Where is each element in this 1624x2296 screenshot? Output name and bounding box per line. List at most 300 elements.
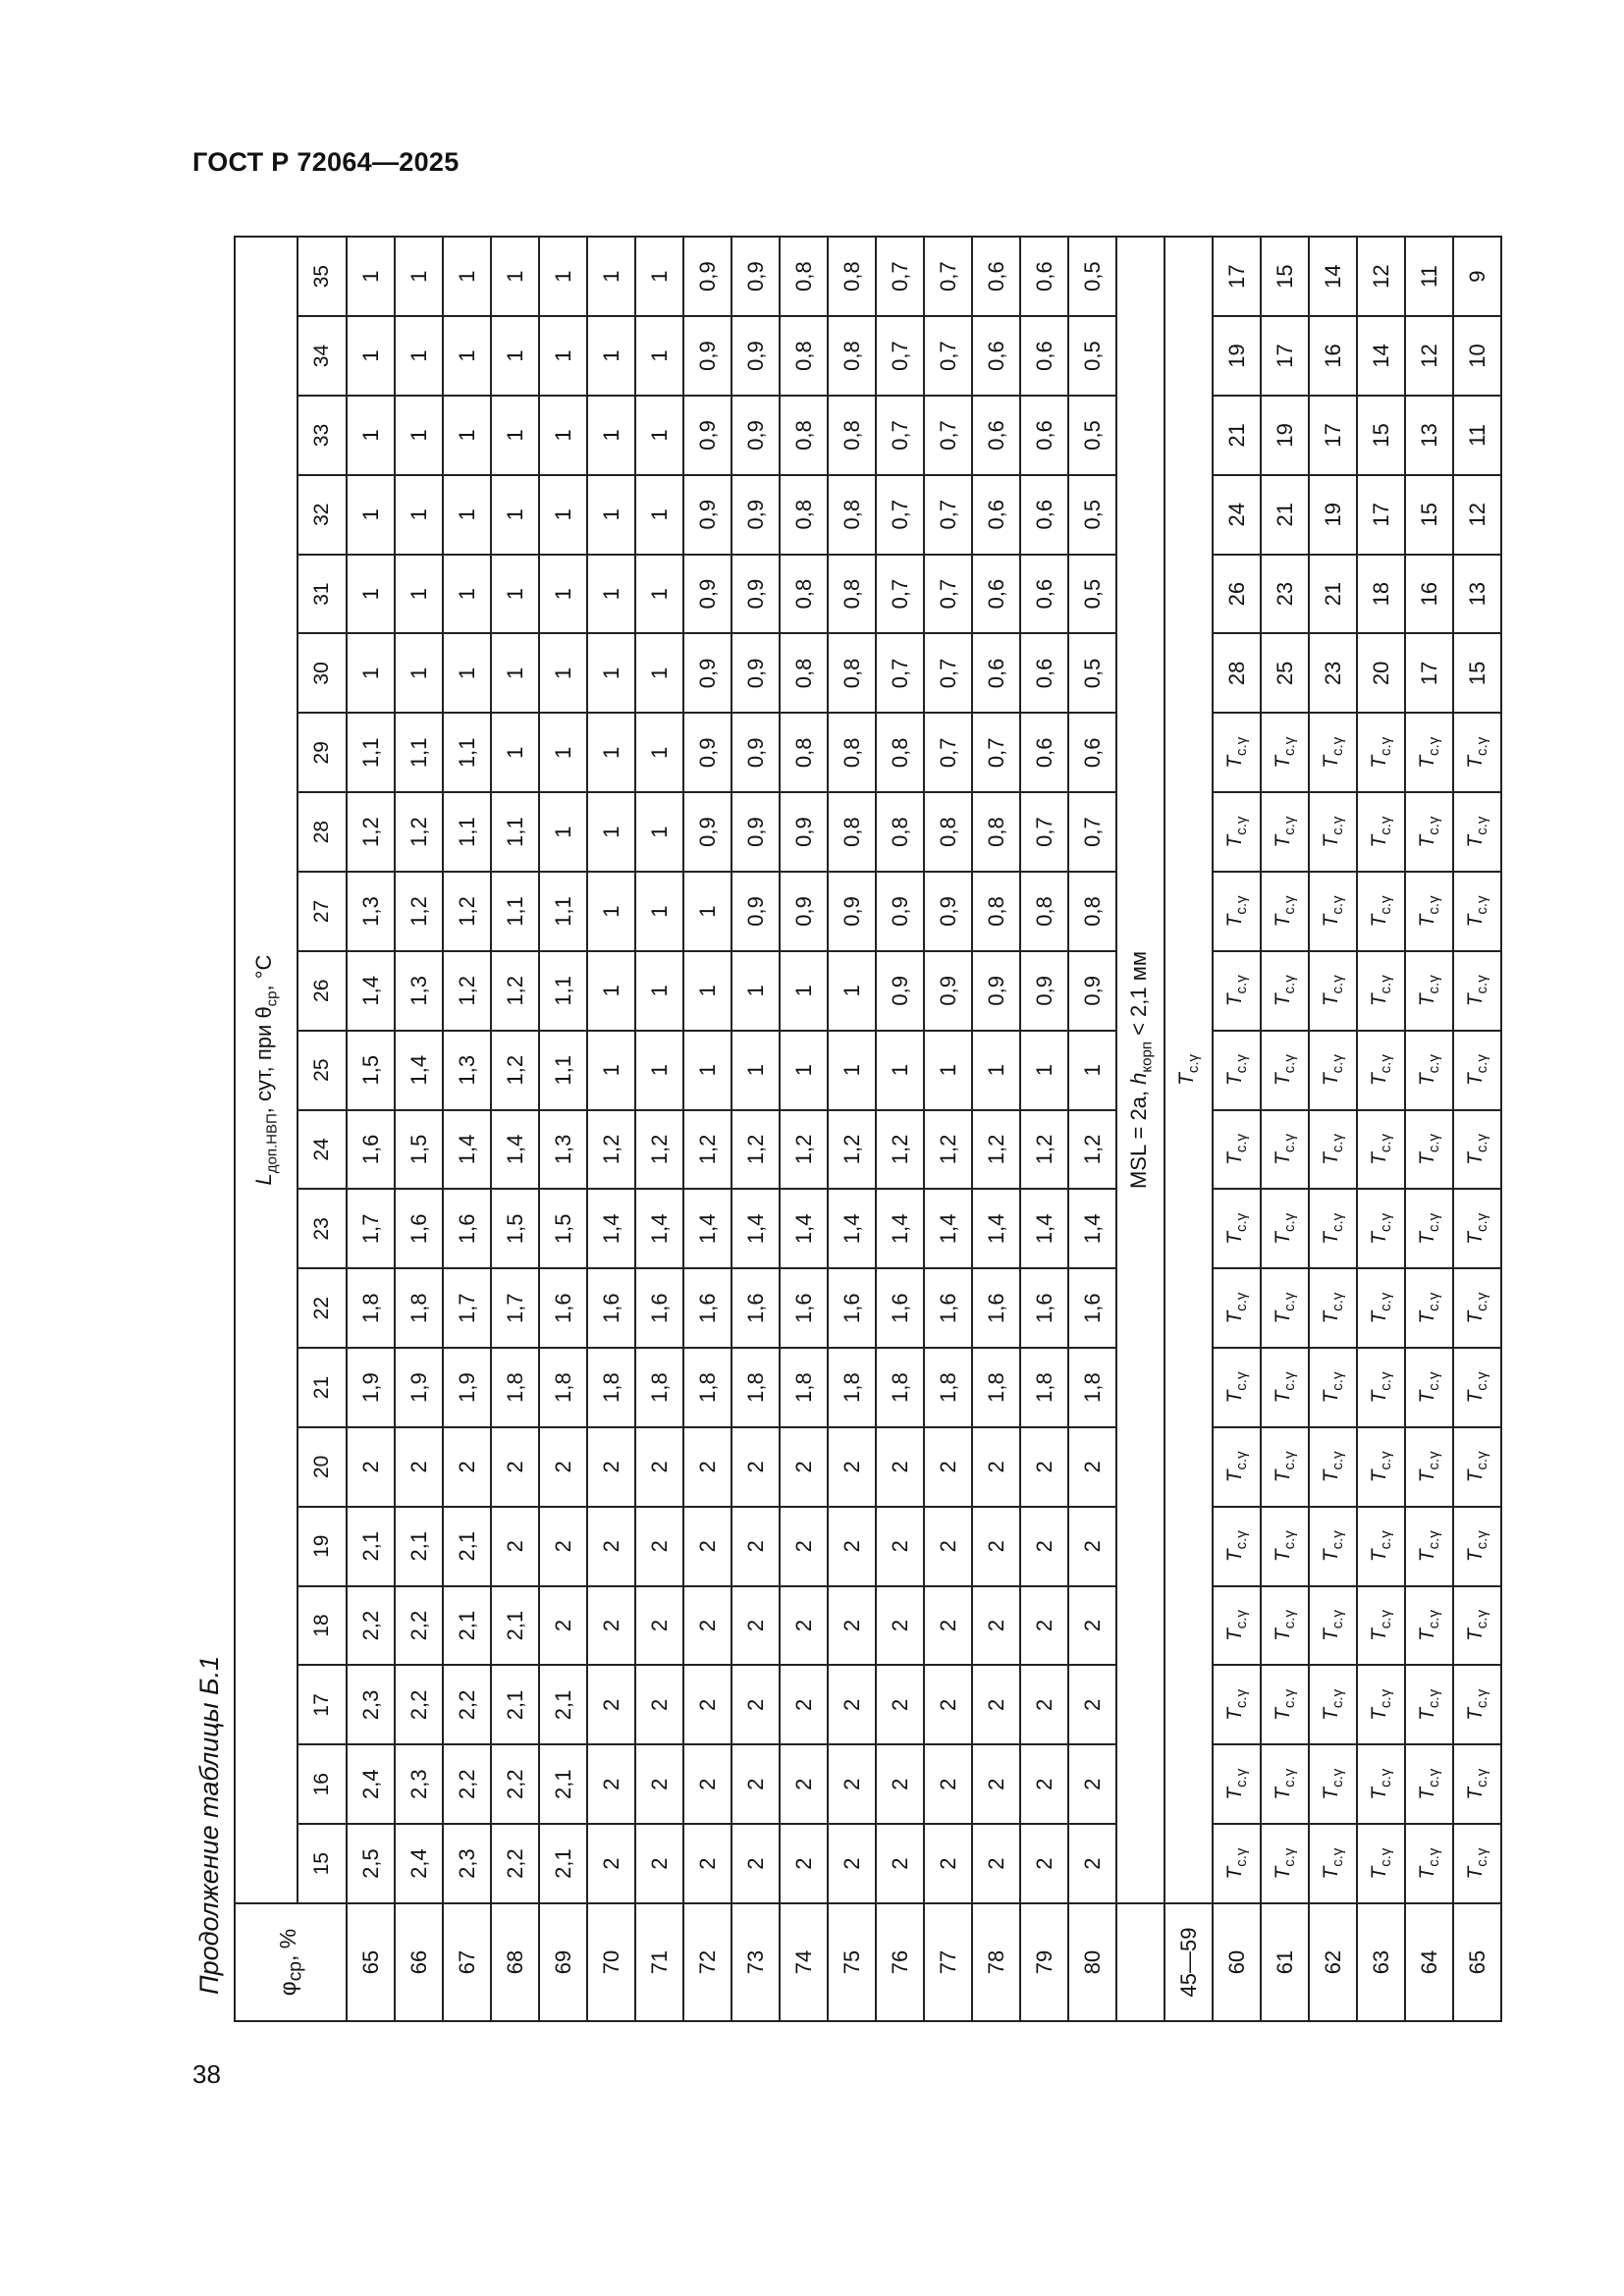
value-cell: 1	[683, 951, 731, 1031]
tcg-cell: $T_{с.\gamma}$	[1213, 1665, 1261, 1744]
tcg-cell: $T_{с.\gamma}$	[1357, 792, 1405, 872]
tcg-cell: $T_{с.\gamma}$	[1261, 1189, 1309, 1268]
value-cell: 0,6	[972, 634, 1020, 714]
value-cell: 0,8	[780, 555, 828, 634]
value-cell: 21	[1213, 396, 1261, 475]
value-cell: 1,2	[635, 1110, 683, 1190]
value-cell: 2	[1020, 1427, 1068, 1507]
value-cell: 2	[780, 1427, 828, 1507]
value-cell: 0,9	[731, 396, 780, 475]
value-cell: 15	[1453, 634, 1501, 714]
phi-cell: 67	[443, 1903, 491, 2021]
value-cell: 0,8	[828, 396, 876, 475]
value-cell: 1,5	[491, 1189, 539, 1268]
temperature-header-cell: 29	[298, 713, 347, 792]
tcg-cell: $T_{с.\gamma}$	[1453, 1824, 1501, 1903]
value-cell: 2	[1020, 1744, 1068, 1824]
value-cell: 1,2	[924, 1110, 972, 1190]
value-cell: 0,9	[683, 396, 731, 475]
value-cell: 1,6	[876, 1268, 924, 1348]
value-cell: 1,2	[395, 872, 443, 951]
tcg-cell: $T_{с.\gamma}$	[1213, 1268, 1261, 1348]
value-cell: 2	[683, 1744, 731, 1824]
temperature-header-cell: 24	[298, 1110, 347, 1190]
value-cell: 17	[1213, 237, 1261, 316]
value-cell: 1	[635, 316, 683, 396]
tcg-cell: $T_{с.\gamma}$	[1405, 1110, 1453, 1190]
value-cell: 1,8	[587, 1348, 635, 1427]
value-cell: 0,6	[1020, 316, 1068, 396]
value-cell: 11	[1453, 396, 1501, 475]
value-cell: 1,1	[491, 872, 539, 951]
temperature-header-cell: 25	[298, 1031, 347, 1110]
temperature-header-cell: 22	[298, 1268, 347, 1348]
value-cell: 23	[1261, 555, 1309, 634]
value-cell: 0,6	[972, 237, 1020, 316]
value-cell: 0,6	[1020, 396, 1068, 475]
tcg-cell: $T_{с.\gamma}$	[1453, 872, 1501, 951]
tcg-cell: $T_{с.\gamma}$	[1405, 1348, 1453, 1427]
value-cell: 2	[587, 1427, 635, 1507]
value-cell: 21	[1309, 555, 1357, 634]
table-row	[1213, 237, 1261, 2021]
value-cell: 1,8	[683, 1348, 731, 1427]
value-cell: 11	[1405, 237, 1453, 316]
tcg-cell: $T_{с.\gamma}$	[1261, 1031, 1309, 1110]
tcg-cell: $T_{с.\gamma}$	[1261, 1507, 1309, 1586]
table-row	[395, 237, 443, 2021]
value-cell: 0,6	[972, 475, 1020, 555]
value-cell: 1	[587, 951, 635, 1031]
value-cell: 1	[924, 1031, 972, 1110]
temperature-header-cell: 31	[298, 555, 347, 634]
value-cell: 1,4	[828, 1189, 876, 1268]
tcg-cell: $T_{с.\gamma}$	[1213, 1348, 1261, 1427]
tcg-cell: $T_{с.\gamma}$	[1453, 1665, 1501, 1744]
tcg-cell: $T_{с.\gamma}$	[1309, 713, 1357, 792]
value-cell: 17	[1261, 316, 1309, 396]
value-cell: 1	[635, 713, 683, 792]
value-cell: 19	[1213, 316, 1261, 396]
value-cell: 1,7	[443, 1268, 491, 1348]
tcg-cell: $T_{с.\gamma}$	[1357, 1268, 1405, 1348]
table-body-first	[347, 237, 1116, 2021]
value-cell: 2	[1020, 1586, 1068, 1666]
value-cell: 2	[828, 1744, 876, 1824]
table-row	[1309, 237, 1357, 2021]
value-cell: 0,7	[876, 316, 924, 396]
value-cell: 1,3	[443, 1031, 491, 1110]
tcg-cell: $T_{с.\gamma}$	[1453, 1268, 1501, 1348]
value-cell: 1,9	[347, 1348, 395, 1427]
value-cell: 1	[491, 713, 539, 792]
value-cell: 2	[972, 1744, 1020, 1824]
value-cell: 2	[635, 1427, 683, 1507]
tcg-cell: $T_{с.\gamma}$	[1309, 1348, 1357, 1427]
value-cell: 0,7	[876, 396, 924, 475]
value-cell: 1,2	[443, 951, 491, 1031]
tcg-cell: $T_{с.\gamma}$	[1261, 1744, 1309, 1824]
tcg-cell: $T_{с.\gamma}$	[1309, 951, 1357, 1031]
value-cell: 2	[587, 1744, 635, 1824]
tcg-cell: $T_{с.\gamma}$	[1309, 1110, 1357, 1190]
tcg-cell: $T_{с.\gamma}$	[1261, 1427, 1309, 1507]
value-cell: 1	[539, 396, 587, 475]
value-cell: 1,8	[972, 1348, 1020, 1427]
value-cell: 0,8	[1068, 872, 1116, 951]
value-cell: 1	[635, 475, 683, 555]
value-cell: 1,8	[347, 1268, 395, 1348]
value-cell: 2,1	[347, 1507, 395, 1586]
value-cell: 2,4	[395, 1824, 443, 1903]
value-cell: 2	[731, 1824, 780, 1903]
span-row	[1164, 237, 1213, 2021]
temperature-header-cell: 26	[298, 951, 347, 1031]
value-cell: 1,6	[347, 1110, 395, 1190]
value-cell: 1,6	[539, 1268, 587, 1348]
value-cell: 1	[443, 555, 491, 634]
temperature-header-cell: 16	[298, 1744, 347, 1824]
value-cell: 0,7	[924, 634, 972, 714]
phi-cell: 76	[876, 1903, 924, 2021]
tcg-cell: $T_{с.\gamma}$	[1405, 713, 1453, 792]
table-row	[491, 237, 539, 2021]
value-cell: 0,8	[876, 792, 924, 872]
phi-cell: 68	[491, 1903, 539, 2021]
value-cell: 1,2	[683, 1110, 731, 1190]
table-row	[972, 237, 1020, 2021]
value-cell: 2,3	[443, 1824, 491, 1903]
table-row	[1020, 237, 1068, 2021]
value-cell: 1,4	[683, 1189, 731, 1268]
value-cell: 1,4	[924, 1189, 972, 1268]
value-cell: 2	[587, 1586, 635, 1666]
tcg-cell: $T_{с.\gamma}$	[1405, 1189, 1453, 1268]
value-cell: 1	[731, 951, 780, 1031]
value-cell: 19	[1309, 475, 1357, 555]
value-cell: 1,2	[395, 792, 443, 872]
value-cell: 2	[924, 1665, 972, 1744]
phi-cell: 66	[395, 1903, 443, 2021]
value-cell: 1,6	[780, 1268, 828, 1348]
value-cell: 1	[587, 237, 635, 316]
tcg-cell: $T_{с.\gamma}$	[1309, 1586, 1357, 1666]
value-cell: 1,2	[587, 1110, 635, 1190]
value-cell: 1	[780, 951, 828, 1031]
value-cell: 0,9	[731, 713, 780, 792]
tcg-cell: $T_{с.\gamma}$	[1261, 1824, 1309, 1903]
table-row	[635, 237, 683, 2021]
value-cell: 2,3	[347, 1665, 395, 1744]
value-cell: 1,7	[491, 1268, 539, 1348]
tcg-cell: $T_{с.\gamma}$	[1405, 1824, 1453, 1903]
value-cell: 0,9	[876, 951, 924, 1031]
value-cell: 17	[1357, 475, 1405, 555]
value-cell: 2	[924, 1586, 972, 1666]
value-cell: 2	[587, 1507, 635, 1586]
value-cell: 0,8	[780, 316, 828, 396]
tcg-cell: $T_{с.\gamma}$	[1309, 872, 1357, 951]
value-cell: 2	[683, 1507, 731, 1586]
value-cell: 16	[1405, 555, 1453, 634]
tcg-cell: $T_{с.\gamma}$	[1261, 792, 1309, 872]
value-cell: 1	[876, 1031, 924, 1110]
value-cell: 2	[972, 1507, 1020, 1586]
value-cell: 0,7	[876, 634, 924, 714]
tcg-cell: $T_{с.\gamma}$	[1405, 1031, 1453, 1110]
value-cell: 0,9	[1068, 951, 1116, 1031]
value-cell: 1	[347, 237, 395, 316]
temperature-header-cell: 33	[298, 396, 347, 475]
value-cell: 2	[780, 1824, 828, 1903]
value-cell: 0,6	[972, 316, 1020, 396]
value-cell: 0,9	[731, 555, 780, 634]
value-cell: 2	[539, 1427, 587, 1507]
value-cell: 0,8	[780, 237, 828, 316]
value-cell: 1	[491, 475, 539, 555]
phi-column-header: $\varphi_{ср}$, %	[235, 1903, 347, 2021]
tcg-cell: $T_{с.\gamma}$	[1309, 1268, 1357, 1348]
table-row	[683, 237, 731, 2021]
value-cell: 20	[1357, 634, 1405, 714]
value-cell: 1	[635, 872, 683, 951]
value-cell: 2,2	[443, 1665, 491, 1744]
table-row	[780, 237, 828, 2021]
value-cell: 1	[539, 713, 587, 792]
value-cell: 0,5	[1068, 634, 1116, 714]
tcg-cell: $T_{с.\gamma}$	[1309, 1189, 1357, 1268]
table-row	[1261, 237, 1309, 2021]
value-cell: 1	[587, 396, 635, 475]
value-cell: 1,6	[924, 1268, 972, 1348]
value-cell: 1,2	[828, 1110, 876, 1190]
value-cell: 19	[1261, 396, 1309, 475]
value-cell: 1	[635, 396, 683, 475]
value-cell: 1	[395, 316, 443, 396]
value-cell: 12	[1453, 475, 1501, 555]
tcg-cell: $T_{с.\gamma}$	[1405, 1744, 1453, 1824]
phi-cell: 63	[1357, 1903, 1405, 2021]
tcg-cell: $T_{с.\gamma}$	[1213, 1744, 1261, 1824]
table-row	[1453, 237, 1501, 2021]
phi-cell: 61	[1261, 1903, 1309, 2021]
temperature-header-cell: 15	[298, 1824, 347, 1903]
tcg-cell: $T_{с.\gamma}$	[1309, 1427, 1357, 1507]
value-cell: 0,9	[683, 634, 731, 714]
value-cell: 1,6	[972, 1268, 1020, 1348]
value-cell: 0,5	[1068, 475, 1116, 555]
value-cell: 25	[1261, 634, 1309, 714]
value-cell: 1	[683, 872, 731, 951]
value-cell: 0,9	[683, 237, 731, 316]
phi-cell: 71	[635, 1903, 683, 2021]
value-cell: 1	[1068, 1031, 1116, 1110]
value-cell: 1	[491, 316, 539, 396]
tcg-cell: $T_{с.\gamma}$	[1357, 1744, 1405, 1824]
value-cell: 0,7	[1020, 792, 1068, 872]
value-cell: 13	[1453, 555, 1501, 634]
value-cell: 0,8	[828, 475, 876, 555]
temperature-header-cell: 23	[298, 1189, 347, 1268]
value-cell: 1	[587, 316, 635, 396]
value-cell: 1	[828, 1031, 876, 1110]
value-cell: 0,7	[972, 713, 1020, 792]
phi-cell: 78	[972, 1903, 1020, 2021]
value-cell: 2	[539, 1586, 587, 1666]
tcg-cell: $T_{с.\gamma}$	[1453, 1427, 1501, 1507]
value-cell: 2	[731, 1586, 780, 1666]
value-cell: 0,8	[972, 872, 1020, 951]
value-cell: 1,6	[1068, 1268, 1116, 1348]
tcg-cell: $T_{с.\gamma}$	[1261, 1665, 1309, 1744]
value-cell: 1	[491, 237, 539, 316]
tcg-cell: $T_{с.\gamma}$	[1357, 1189, 1405, 1268]
tcg-cell: $T_{с.\gamma}$	[1213, 872, 1261, 951]
tcg-cell: $T_{с.\gamma}$	[1261, 872, 1309, 951]
value-cell: 0,9	[683, 792, 731, 872]
value-cell: 2,1	[395, 1507, 443, 1586]
value-cell: 1	[587, 475, 635, 555]
value-cell: 1,8	[1068, 1348, 1116, 1427]
value-cell: 1,4	[780, 1189, 828, 1268]
tcg-cell: $T_{с.\gamma}$	[1453, 1348, 1501, 1427]
value-cell: 0,9	[972, 951, 1020, 1031]
value-cell: 1,4	[876, 1189, 924, 1268]
tcg-cell: $T_{с.\gamma}$	[1405, 872, 1453, 951]
value-cell: 2,2	[491, 1824, 539, 1903]
value-cell: 1	[347, 475, 395, 555]
phi-cell: 73	[731, 1903, 780, 2021]
value-cell: 14	[1357, 316, 1405, 396]
tcg-cell: $T_{с.\gamma}$	[1357, 1031, 1405, 1110]
value-cell: 0,9	[683, 475, 731, 555]
value-cell: 2	[731, 1665, 780, 1744]
value-cell: 1,2	[491, 951, 539, 1031]
tcg-cell: $T_{с.\gamma}$	[1405, 1507, 1453, 1586]
value-cell: 24	[1213, 475, 1261, 555]
value-cell: 0,8	[828, 634, 876, 714]
tcg-cell: $T_{с.\gamma}$	[1309, 1824, 1357, 1903]
value-cell: 1	[587, 713, 635, 792]
value-cell: 0,6	[1020, 555, 1068, 634]
tcg-cell: $T_{с.\gamma}$	[1261, 1268, 1309, 1348]
tcg-cell: $T_{с.\gamma}$	[1405, 951, 1453, 1031]
value-cell: 2	[731, 1427, 780, 1507]
tcg-cell: $T_{с.\gamma}$	[1405, 1665, 1453, 1744]
value-cell: 2	[876, 1586, 924, 1666]
value-cell: 2	[828, 1507, 876, 1586]
value-cell: 0,6	[1020, 634, 1068, 714]
value-cell: 2,2	[443, 1744, 491, 1824]
value-cell: 0,8	[780, 475, 828, 555]
value-cell: 1	[539, 237, 587, 316]
value-cell: 1,4	[587, 1189, 635, 1268]
value-cell: 17	[1405, 634, 1453, 714]
value-cell: 1	[539, 792, 587, 872]
value-cell: 1,5	[539, 1189, 587, 1268]
value-cell: 1,2	[1068, 1110, 1116, 1190]
tcg-span-cell: $T_{с.\gamma}$	[1164, 237, 1213, 1903]
value-cell: 1	[683, 1031, 731, 1110]
value-cell: 1,4	[972, 1189, 1020, 1268]
table-row	[731, 237, 780, 2021]
value-cell: 0,7	[876, 475, 924, 555]
tcg-cell: $T_{с.\gamma}$	[1213, 951, 1261, 1031]
value-cell: 1	[443, 396, 491, 475]
value-cell: 0,9	[683, 316, 731, 396]
value-cell: 0,5	[1068, 316, 1116, 396]
phi-cell: 72	[683, 1903, 731, 2021]
temperature-header-cell: 19	[298, 1507, 347, 1586]
value-cell: 1	[587, 634, 635, 714]
value-cell: 2	[924, 1744, 972, 1824]
tcg-cell: $T_{с.\gamma}$	[1357, 1507, 1405, 1586]
value-cell: 0,8	[924, 792, 972, 872]
value-cell: 0,9	[731, 872, 780, 951]
rotated-table-wrapper	[234, 236, 1490, 2022]
value-cell: 12	[1405, 316, 1453, 396]
value-cell: 2	[731, 1744, 780, 1824]
tcg-cell: $T_{с.\gamma}$	[1261, 713, 1309, 792]
value-cell: 0,7	[1068, 792, 1116, 872]
value-cell: 2	[876, 1665, 924, 1744]
value-cell: 1,1	[443, 792, 491, 872]
value-cell: 1,8	[539, 1348, 587, 1427]
value-cell: 16	[1309, 316, 1357, 396]
value-cell: 2	[395, 1427, 443, 1507]
value-cell: 2	[587, 1665, 635, 1744]
value-cell: 1	[491, 555, 539, 634]
value-cell: 0,8	[1020, 872, 1068, 951]
value-cell: 1,6	[443, 1189, 491, 1268]
tcg-cell: $T_{с.\gamma}$	[1261, 1586, 1309, 1666]
value-cell: 26	[1213, 555, 1261, 634]
temperature-header-cell: 20	[298, 1427, 347, 1507]
table-row	[443, 237, 491, 2021]
value-cell: 1,8	[635, 1348, 683, 1427]
value-cell: 2	[1068, 1744, 1116, 1824]
value-cell: 0,5	[1068, 555, 1116, 634]
value-cell: 2,1	[539, 1824, 587, 1903]
value-cell: 0,9	[683, 713, 731, 792]
value-cell: 1,2	[731, 1110, 780, 1190]
value-cell: 1	[972, 1031, 1020, 1110]
value-cell: 1	[635, 951, 683, 1031]
temperature-header-cell: 34	[298, 316, 347, 396]
value-cell: 2	[828, 1586, 876, 1666]
phi-cell: 70	[587, 1903, 635, 2021]
value-cell: 1,8	[828, 1348, 876, 1427]
tcg-cell: $T_{с.\gamma}$	[1213, 1189, 1261, 1268]
table-row	[347, 237, 395, 2021]
phi-cell: 65	[347, 1903, 395, 2021]
value-cell: 23	[1309, 634, 1357, 714]
value-cell: 28	[1213, 634, 1261, 714]
value-cell: 18	[1357, 555, 1405, 634]
temperature-header-cell: 32	[298, 475, 347, 555]
value-cell: 2	[491, 1427, 539, 1507]
value-cell: 1	[587, 872, 635, 951]
value-cell: 1	[395, 475, 443, 555]
value-cell: 2,1	[539, 1665, 587, 1744]
value-cell: 1,1	[539, 951, 587, 1031]
value-cell: 2	[731, 1507, 780, 1586]
value-cell: 1,4	[1020, 1189, 1068, 1268]
temperature-header-cell: 17	[298, 1665, 347, 1744]
value-cell: 2,2	[395, 1665, 443, 1744]
value-cell: 0,9	[1020, 951, 1068, 1031]
value-cell: 2	[876, 1427, 924, 1507]
